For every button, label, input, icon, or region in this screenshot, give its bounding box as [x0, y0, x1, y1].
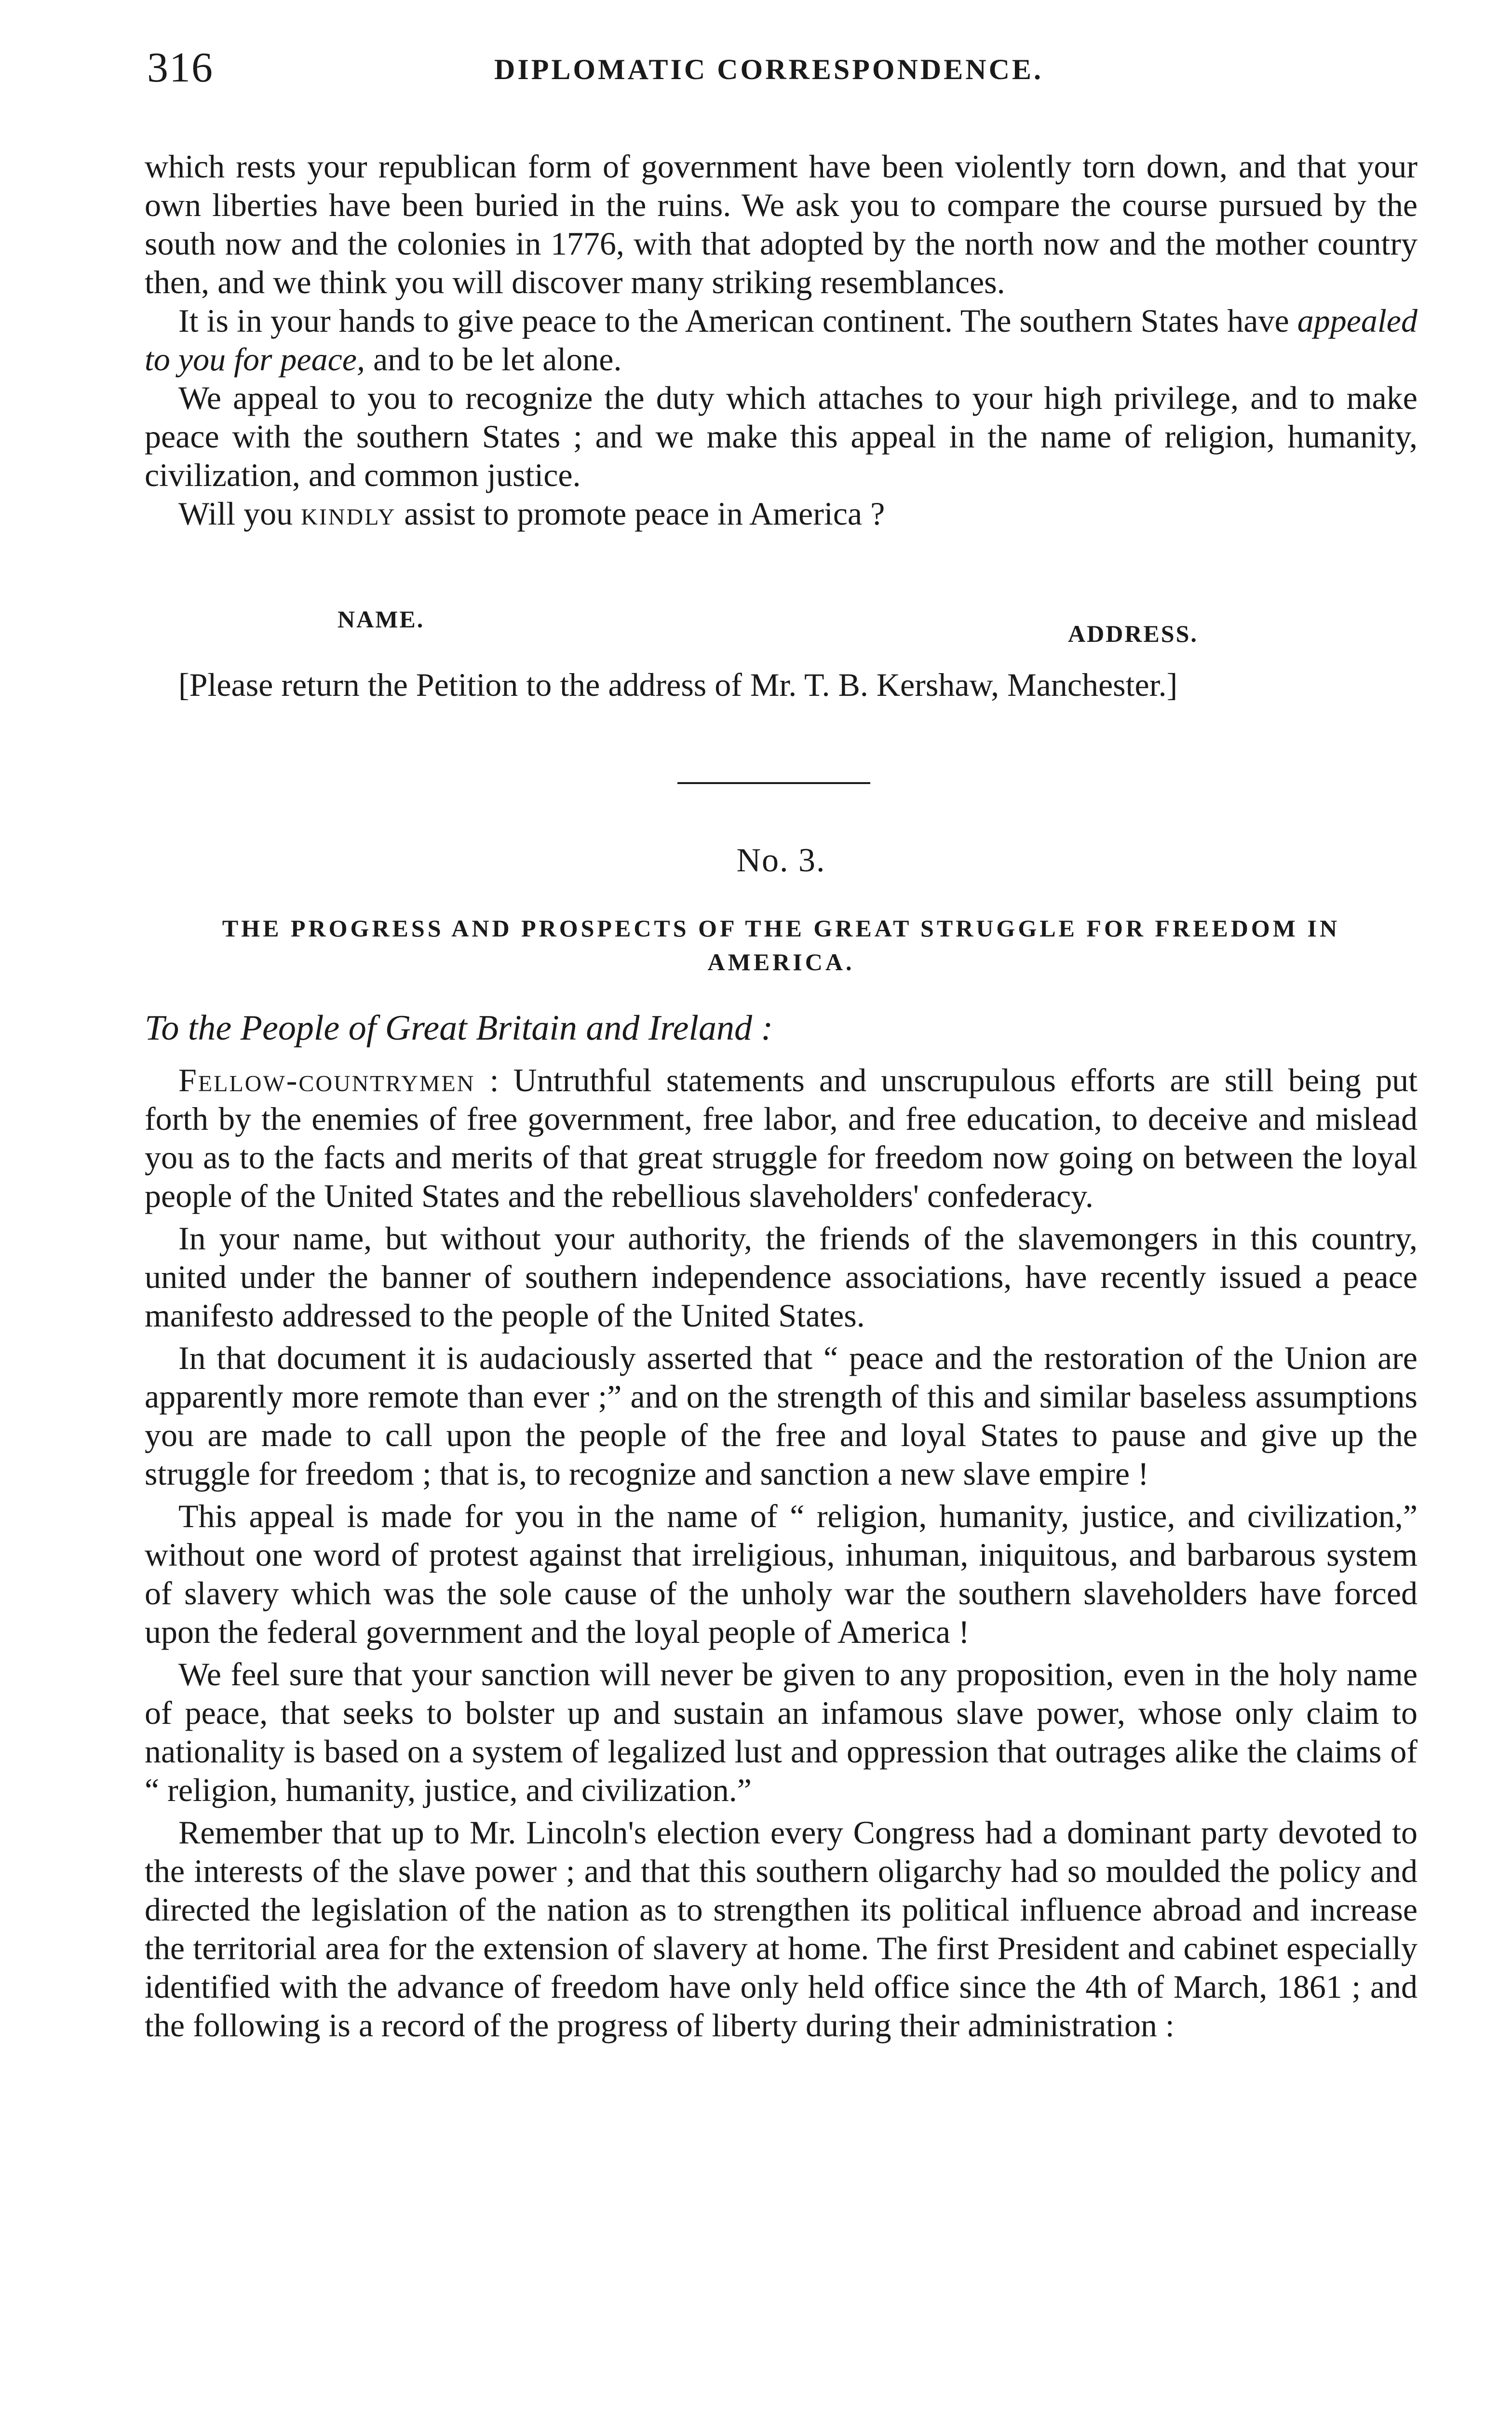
petition-paragraph-4-end: assist to promote peace in America ?: [396, 495, 885, 532]
address-paragraph-1-lead: Fellow-countrymen: [178, 1062, 475, 1098]
address-paragraph-3: In that document it is audaciously asserted that “ peace and the restoration of the Union are apparently more remote than ever ;” and on the strength of this and similar baseless assumptions you are made to call upon the people of the free and loyal States to pause and give up the struggle for freedom ; that is, to recognize and sanction a new slave empire !: [145, 1340, 1418, 1492]
paragraph-gap: [145, 1809, 1418, 1813]
salutation: To the People of Great Britain and Ireland :: [145, 1008, 773, 1048]
petition-paragraph-4: [145, 494, 1418, 533]
section-title-line-1: THE PROGRESS AND PROSPECTS OF THE GREAT STRUGGLE FOR FREEDOM IN: [222, 915, 1340, 942]
paragraph-gap: [145, 1335, 1418, 1339]
address-paragraph-4: This appeal is made for you in the name of “ religion, humanity, justice, and civilization,” without one word of protest against that irreligious, inhuman, iniquitous, and barbarous system of slavery which was the sole cause of the unholy war the southern slaveholders have forced upon the federal government and the loyal people of America !: [145, 1498, 1418, 1650]
section-title-line-2: AMERICA.: [707, 948, 855, 975]
petition-paragraph-4-smallcaps: kindly: [301, 495, 396, 532]
petition-paragraph-2-end: and to be let alone.: [364, 341, 622, 378]
section-title: [145, 911, 1418, 979]
petition-paragraph-3: We appeal to you to recognize the duty which attaches to your high privilege, and to make peace with the southern States ; and we make this appeal in the name of religion, humanity, civilization, and common justice.: [145, 379, 1418, 493]
address-paragraph-5: We feel sure that your sanction will never be given to any proposition, even in the holy name of peace, that seeks to bolster up and sustain an infamous slave power, whose only claim to nationality is based on a system of legalized lust and oppression that outrages alike the claims of “ religion, humanity, justice, and civilization.”: [145, 1656, 1418, 1808]
return-note: [145, 665, 1418, 704]
name-label: NAME.: [338, 606, 425, 633]
paragraph-gap: [145, 1215, 1418, 1219]
address-label: ADDRESS.: [1068, 620, 1198, 647]
running-head: DIPLOMATIC CORRESPONDENCE.: [494, 54, 1043, 85]
section-divider: [677, 782, 870, 784]
petition-text: [145, 147, 1418, 533]
paragraph-gap: [145, 1651, 1418, 1655]
signature-row: [145, 605, 1418, 647]
page-header: [147, 43, 1420, 111]
address-paragraph-1-body: : Untruthful statements and unscrupulous efforts are still being put forth by the enemies of free government, free labor, and free education, to deceive and mislead you as to the facts and merits of that great struggle for freedom now going on between the loyal people of the United States and the rebellious slaveholders' confederacy.: [145, 1062, 1418, 1214]
petition-paragraph-4-start: Will you: [178, 495, 301, 532]
return-note-text: [Please return the Petition to the address of Mr. T. B. Kershaw, Manchester.]: [178, 666, 1178, 703]
address-paragraph-2: In your name, but without your authority, the friends of the slavemongers in this country, united under the banner of southern independence associations, have recently issued a peace manifesto addressed to the people of the United States.: [145, 1220, 1418, 1334]
address-paragraph-1: [145, 1061, 1418, 1215]
petition-paragraph-2-start: It is in your hands to give peace to the American continent. The southern States have: [178, 302, 1297, 339]
address-text: [145, 1061, 1418, 2045]
petition-paragraph-2: [145, 301, 1418, 379]
address-paragraph-6: Remember that up to Mr. Lincoln's election every Congress had a dominant party devoted to the interests of the slave power ; and that this southern oligarchy had so moulded the policy and directed the legislation of the nation as to strengthen its political influence abroad and increase the territorial area for the extension of slavery at home. The first President and cabinet especially identified with the advance of freedom have only held office since the 4th of March, 1861 ; and the following is a record of the progress of liberty during their administration :: [145, 1814, 1418, 2044]
paragraph-gap: [145, 1493, 1418, 1497]
page-number: 316: [147, 44, 214, 91]
petition-paragraph-2-italic: appealed to you for peace,: [145, 302, 1418, 378]
petition-paragraph-1: which rests your republican form of government have been violently torn down, and that your own liberties have been buried in the ruins. We ask you to compare the course pursued by the south now and the colonies in 1776, with that adopted by the north now and the mother country then, and we think you will discover many striking resemblances.: [145, 148, 1418, 300]
section-number: No. 3.: [736, 842, 826, 879]
